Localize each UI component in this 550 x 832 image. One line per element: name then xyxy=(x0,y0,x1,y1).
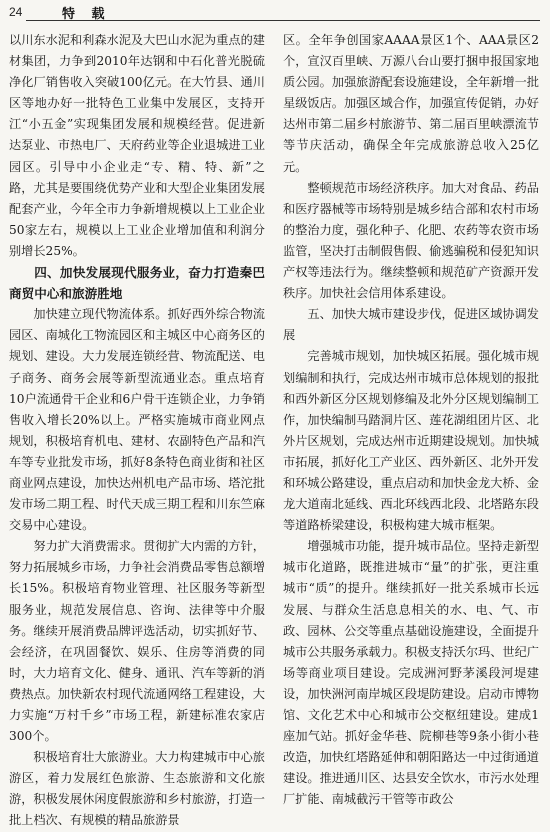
paragraph-logistics: 加快建立现代物流体系。抓好西外综合物流园区、南城化工物流园区和主城区中心商务区的规划、建设。大力发展连锁经营、物流配送、电子商务、商务会展等新型流通业态。重点培育10户流通骨干企业和6户骨干连锁企业，力争销售收入增长20%以上。严格实施城市商业网点规划，积极培育机电、建材、农副特色产品和汽车等专业批发市场，抓好8条特色商业街和社区商业网点建设，加快达州机电产品市场、塔沱批发市场二期工程、时代天成三期工程和川东竺麻交易中心建设。 xyxy=(9,307,265,533)
left-column xyxy=(9,30,265,832)
page-header xyxy=(0,0,550,24)
heading-section-four: 四、加快发展现代服务业，奋力打造秦巴商贸中心和旅游胜地 xyxy=(9,265,265,302)
paragraph-urban-functions: 增强城市功能，提升城市品位。坚持走新型城市化道路，既推进城市“量”的扩张，更注重城市“质”的提升。继续抓好一批关系城市长远发展、与群众生活息息相关的水、电、气、市政、园林、公交等重点基础设施建设，全面提升城市公共服务承载力。积极支持沃尔玛、世纪广场等商业项目建设。完成洲河野茅溪段河堤建设，加快洲河南岸城区段堤防建设。启动市博物馆、文化艺术中心和城市公交枢纽建设。建成1座加气站。抓好金华巷、院柳巷等9条小街小巷改造，加快红塔路延伸和朝阳路达一中过街通道建设。推进通川区、达县安全饮水，市污水处理厂扩能、南城截污干管等市政公 xyxy=(283,539,539,807)
paragraph-urban-planning: 完善城市规划，加快城区拓展。强化城市规划编制和执行，完成达州市城市总体规划的报批和西外新区分区规划修编及北外分区规划编制工作，加快编制马踏洞片区、莲花湖组团片区、北外片区规划，完成达州市近期建设规划。加快城市拓展，抓好化工产业区、西外新区、北外开发和环城公路建设，重点启动和加快金龙大桥、金龙大道南北延线、西北环线西北段、北塔路东段等道路桥梁建设，积极构建大城市框架。 xyxy=(283,349,539,533)
section-title: 特 载 xyxy=(62,7,111,22)
paragraph-tourism: 积极培育壮大旅游业。大力构建城市中心旅游区，着力发展红色旅游、生态旅游和文化旅游，积极发展休闲度假旅游和乡村旅游，打造一批上档次、有规模的精品旅游景 xyxy=(9,750,265,828)
paragraph-consumption: 努力扩大消费需求。贯彻扩大内需的方针，努力拓展城乡市场，力争社会消费品零售总额增长15%。积极培育物业管理、社区服务等新型服务业，规范发展信息、咨询、法律等中介服务。继续开展消费品牌评选活动，切实抓好节、会经济，在巩固餐饮、娱乐、住房等消费的同时，大力培育文化、健身、通讯、汽车等新的消费热点。加快新农村现代流通网络工程建设，大力实施“万村千乡”市场工程，新建标准农家店300个。 xyxy=(9,539,265,744)
right-column xyxy=(283,30,539,810)
paragraph-building-materials: 以川东水泥和利森水泥及大巴山水泥为重点的建材集团，力争到2010年达钢和中石化普光脱硫净化厂销售收入突破100亿元。在大竹县、通川区等地办好一批特色工业集中发展区，支持开江“小五金”实现集团发展和规模经营。促进新达泵业、市热电厂、天府药业等企业退城进工业园区。引导中小企业走“专、精、特、新”之路，尤其是要围绕优势产业和大型企业集团发展配套产业，今年全市力争新增规模以上工业企业50家左右，规模以上工业企业增加值和利润分别增长25%。 xyxy=(9,33,265,258)
paragraph-market-order: 整顿规范市场经济秩序。加大对食品、药品和医疗器械等市场特别是城乡结合部和农村市场的整治力度，强化种子、化肥、农药等农资市场监管，坚决打击制假售假、偷逃骗税和侵犯知识产权等违法行为。继续整顿和规范矿产资源开发秩序。加快社会信用体系建设。 xyxy=(283,180,539,301)
paragraph-scenic-areas: 区。全年争创国家AAAA景区1个、AAA景区2个，宣汉百里峡、万源八台山要打捆申报国家地质公园。加强旅游配套设施建设，全年新增一批星级饭店。加强区域合作，加强宣传促销，办好达州市第二届乡村旅游节、第二届百里峡漂流节等节庆活动，确保全年完成旅游总收入25亿元。 xyxy=(283,33,539,174)
page-number: 24 xyxy=(9,5,23,19)
heading-section-five: 五、加快大城市建设步伐，促进区域协调发展 xyxy=(283,307,539,343)
header-rule xyxy=(26,20,540,21)
